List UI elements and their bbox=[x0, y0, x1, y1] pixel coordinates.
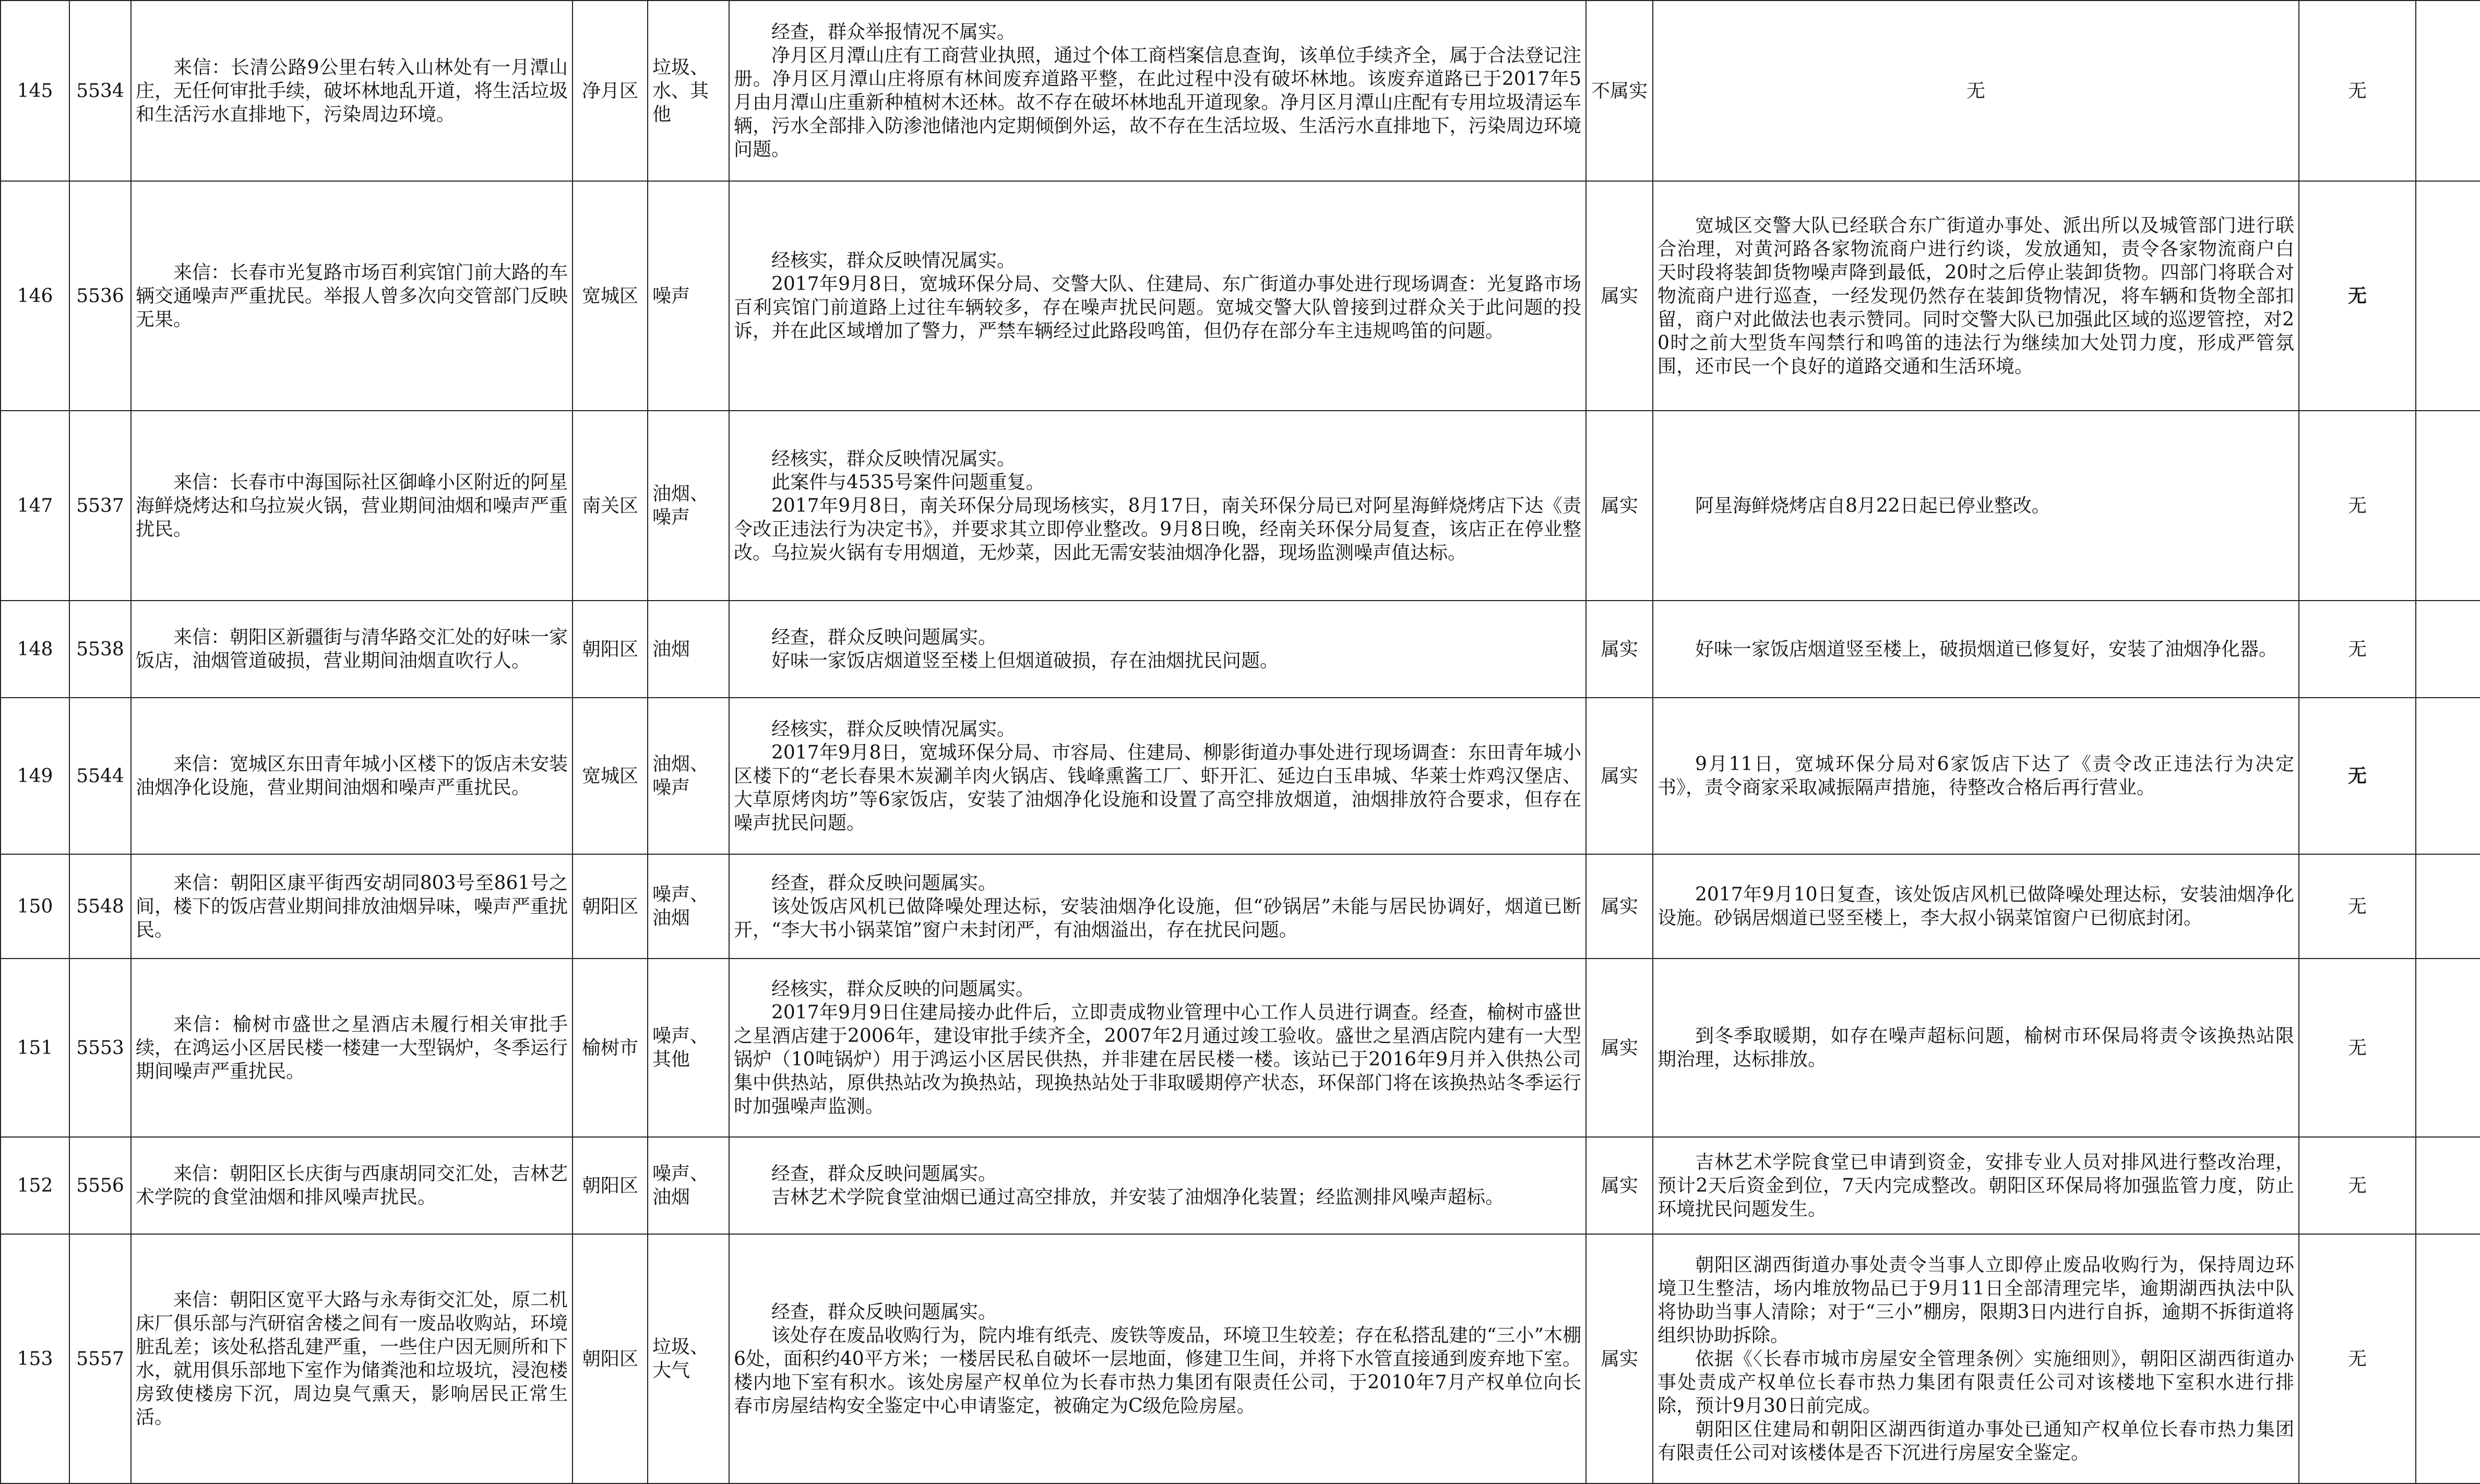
investigation-paragraph: 2017年9月8日，南关环保分局现场核实，8月17日，南关环保分局已对阿星海鲜烧烤店下达《责令改正违法行为决定书》，并要求其立即停业整改。9月8日晚，经南关环保分局复查，该店正在停业整改。乌拉炭火锅有专用烟道，无炒菜，因此无需安装油烟净化器，现场监测噪声值达标。 bbox=[734, 495, 1581, 564]
complaint-text: 来信：宽城区东田青年城小区楼下的饭店未安装油烟净化设施，营业期间油烟和噪声严重扰民。 bbox=[136, 753, 568, 798]
complaint-cell bbox=[131, 1234, 573, 1483]
investigation-paragraph: 该处存在废品收购行为，院内堆有纸壳、废铁等废品，环境卫生较差；存在私搭乱建的“三小”木棚6处，面积约40平方米；一楼居民私自破坏一层地面，修建卫生间，并将下水管直接通到废弃地下室。楼内地下室有积水。该处房屋产权单位为长春市热力集团有限责任公司，于2010年7月产权单位向长春市房屋结构安全鉴定中心申请鉴定，被确定为C级危险房屋。 bbox=[734, 1324, 1581, 1417]
investigation-paragraph: 经查，群众反映问题属实。 bbox=[771, 627, 997, 648]
rectification-cell bbox=[1653, 181, 2299, 411]
rectification-paragraph: 依据《〈长春市城市房屋安全管理条例〉实施细则》，朝阳区湖西街道办事处责成产权单位长春市热力集团有限责任公司对该楼地下室积水进行排除，预计9月30日前完成。 bbox=[1658, 1348, 2294, 1417]
accountability-cell: 无 bbox=[2299, 698, 2416, 854]
table-row bbox=[1, 1137, 2480, 1234]
verdict-cell: 属实 bbox=[1586, 411, 1653, 601]
investigation-cell bbox=[729, 411, 1586, 601]
complaint-cell bbox=[131, 698, 573, 854]
note-cell bbox=[2416, 411, 2480, 601]
category-cell: 油烟 bbox=[648, 601, 729, 698]
category-cell: 垃圾、水、其他 bbox=[648, 1, 729, 181]
investigation-cell bbox=[729, 601, 1586, 698]
accountability-cell: 无 bbox=[2299, 411, 2416, 601]
case-no-cell: 5544 bbox=[69, 698, 131, 854]
case-no-cell: 5537 bbox=[69, 411, 131, 601]
accountability-cell: 无 bbox=[2299, 1234, 2416, 1483]
case-no-cell: 5536 bbox=[69, 181, 131, 411]
category-cell: 噪声、油烟 bbox=[648, 854, 729, 959]
category-cell: 噪声、其他 bbox=[648, 959, 729, 1137]
complaint-text: 来信：榆树市盛世之星酒店未履行相关审批手续，在鸿运小区居民楼一楼建一大型锅炉，冬季运行期间噪声严重扰民。 bbox=[136, 1013, 568, 1082]
case-no-cell: 5534 bbox=[69, 1, 131, 181]
category-cell: 油烟、噪声 bbox=[648, 411, 729, 601]
investigation-paragraph: 经查，群众举报情况不属实。 bbox=[771, 21, 1016, 43]
seq-cell: 147 bbox=[1, 411, 69, 601]
investigation-paragraph: 此案件与4535号案件问题重复。 bbox=[771, 471, 1045, 493]
rectification-paragraph: 2017年9月10日复查，该处饭店风机已做降噪处理达标，安装油烟净化设施。砂锅居烟道已竖至楼上，李大叔小锅菜馆窗户已彻底封闭。 bbox=[1658, 884, 2294, 929]
district-cell: 宽城区 bbox=[573, 698, 648, 854]
rectification-paragraph: 到冬季取暖期，如存在噪声超标问题，榆树市环保局将责令该换热站限期治理，达标排放。 bbox=[1658, 1025, 2294, 1070]
investigation-paragraph: 经查，群众反映问题属实。 bbox=[771, 1163, 997, 1184]
seq-cell: 152 bbox=[1, 1137, 69, 1234]
verdict-cell: 属实 bbox=[1586, 854, 1653, 959]
rectification-cell bbox=[1653, 601, 2299, 698]
accountability-cell: 无 bbox=[2299, 1137, 2416, 1234]
rectification-cell bbox=[1653, 854, 2299, 959]
seq-cell: 146 bbox=[1, 181, 69, 411]
table-row bbox=[1, 601, 2480, 698]
investigation-paragraph: 2017年9月8日，宽城环保分局、交警大队、住建局、东广街道办事处进行现场调查：光复路市场百利宾馆门前道路上过往车辆较多，存在噪声扰民问题。宽城交警大队曾接到过群众关于此问题的投诉，并在此区域增加了警力，严禁车辆经过此路段鸣笛，但仍存在部分车主违规鸣笛的问题。 bbox=[734, 273, 1581, 342]
verdict-cell: 属实 bbox=[1586, 698, 1653, 854]
case-no-cell: 5556 bbox=[69, 1137, 131, 1234]
complaint-text: 来信：朝阳区新疆街与清华路交汇处的好味一家饭店，油烟管道破损，营业期间油烟直吹行人。 bbox=[136, 627, 568, 672]
verdict-cell: 属实 bbox=[1586, 1234, 1653, 1483]
complaint-text: 来信：长清公路9公里右转入山林处有一月潭山庄，无任何审批手续，破坏林地乱开道，将生活垃圾和生活污水直排地下，污染周边环境。 bbox=[136, 56, 568, 125]
investigation-cell bbox=[729, 181, 1586, 411]
table-row bbox=[1, 854, 2480, 959]
seq-cell: 145 bbox=[1, 1, 69, 181]
complaint-cell bbox=[131, 959, 573, 1137]
verdict-cell: 属实 bbox=[1586, 1137, 1653, 1234]
district-cell: 朝阳区 bbox=[573, 854, 648, 959]
rectification-cell bbox=[1653, 411, 2299, 601]
investigation-cell bbox=[729, 1, 1586, 181]
note-cell bbox=[2416, 1234, 2480, 1483]
case-no-cell: 5548 bbox=[69, 854, 131, 959]
investigation-paragraph: 经查，群众反映问题属实。 bbox=[771, 872, 997, 894]
district-cell: 朝阳区 bbox=[573, 601, 648, 698]
note-cell bbox=[2416, 601, 2480, 698]
investigation-paragraph: 净月区月潭山庄有工商营业执照，通过个体工商档案信息查询，该单位手续齐全，属于合法登记注册。净月区月潭山庄将原有林间废弃道路平整，在此过程中没有破坏林地。该废弃道路已于2017年5月由月潭山庄重新种植树木还林。故不存在破坏林地乱开道现象。净月区月潭山庄配有专用垃圾清运车辆，污水全部排入防渗池储池内定期倾倒外运，故不存在生活垃圾、生活污水直排地下，污染周边环境问题。 bbox=[734, 45, 1581, 160]
investigation-paragraph: 经核实，群众反映情况属实。 bbox=[771, 250, 1016, 271]
complaint-text: 来信：长春市光复路市场百利宾馆门前大路的车辆交通噪声严重扰民。举报人曾多次向交管部门反映无果。 bbox=[136, 261, 568, 330]
district-cell: 榆树市 bbox=[573, 959, 648, 1137]
investigation-paragraph: 好味一家饭店烟道竖至楼上但烟道破损，存在油烟扰民问题。 bbox=[771, 650, 1279, 672]
note-cell bbox=[2416, 1137, 2480, 1234]
district-cell: 南关区 bbox=[573, 411, 648, 601]
table-row bbox=[1, 1234, 2480, 1483]
rectification-cell: 无 bbox=[1653, 1, 2299, 181]
rectification-paragraph: 朝阳区湖西街道办事处责令当事人立即停止废品收购行为，保持周边环境卫生整洁，场内堆放物品已于9月11日全部清理完毕，逾期湖西执法中队将协助当事人清除；对于“三小”棚房，限期3日内进行自拆，逾期不拆街道将组织协助拆除。 bbox=[1658, 1254, 2294, 1346]
verdict-cell: 属实 bbox=[1586, 959, 1653, 1137]
complaint-cell bbox=[131, 411, 573, 601]
complaint-cell bbox=[131, 854, 573, 959]
investigation-paragraph: 吉林艺术学院食堂油烟已通过高空排放，并安装了油烟净化装置；经监测排风噪声超标。 bbox=[771, 1187, 1505, 1208]
category-cell: 油烟、噪声 bbox=[648, 698, 729, 854]
complaint-text: 来信：朝阳区长庆街与西康胡同交汇处，吉林艺术学院的食堂油烟和排风噪声扰民。 bbox=[136, 1163, 568, 1208]
district-cell: 朝阳区 bbox=[573, 1234, 648, 1483]
case-no-cell: 5553 bbox=[69, 959, 131, 1137]
investigation-cell bbox=[729, 1137, 1586, 1234]
investigation-cell bbox=[729, 1234, 1586, 1483]
investigation-paragraph: 2017年9月9日住建局接办此件后，立即责成物业管理中心工作人员进行调查。经查，榆树市盛世之星酒店建于2006年，建设审批手续齐全，2007年2月通过竣工验收。盛世之星酒店院内建有一大型锅炉（10吨锅炉）用于鸿运小区居民供热，并非建在居民楼一楼。该站已于2016年9月并入供热公司集中供热站，原供热站改为换热站，现换热站处于非取暖期停产状态，环保部门将在该换热站冬季运行时加强噪声监测。 bbox=[734, 1002, 1581, 1117]
seq-cell: 153 bbox=[1, 1234, 69, 1483]
rectification-paragraph: 朝阳区住建局和朝阳区湖西街道办事处已通知产权单位长春市热力集团有限责任公司对该楼体是否下沉进行房屋安全鉴定。 bbox=[1658, 1418, 2294, 1464]
investigation-paragraph: 该处饭店风机已做降噪处理达标，安装油烟净化设施，但“砂锅居”未能与居民协调好，烟道已断开，“李大书小锅菜馆”窗户未封闭严，有油烟溢出，存在扰民问题。 bbox=[734, 895, 1581, 941]
note-cell bbox=[2416, 1, 2480, 181]
table-row bbox=[1, 181, 2480, 411]
rectification-paragraph: 阿星海鲜烧烤店自8月22日起已停业整改。 bbox=[1695, 495, 2050, 517]
complaint-text: 来信：长春市中海国际社区御峰小区附近的阿星海鲜烧烤达和乌拉炭火锅，营业期间油烟和噪声严重扰民。 bbox=[136, 471, 568, 540]
case-no-cell: 5538 bbox=[69, 601, 131, 698]
investigation-cell bbox=[729, 698, 1586, 854]
accountability-cell: 无 bbox=[2299, 181, 2416, 411]
investigation-cell bbox=[729, 854, 1586, 959]
verdict-cell: 属实 bbox=[1586, 181, 1653, 411]
rectification-cell bbox=[1653, 1137, 2299, 1234]
table-row bbox=[1, 959, 2480, 1137]
investigation-paragraph: 经核实，群众反映情况属实。 bbox=[771, 448, 1016, 470]
district-cell: 净月区 bbox=[573, 1, 648, 181]
investigation-paragraph: 经核实，群众反映情况属实。 bbox=[771, 718, 1016, 740]
investigation-paragraph: 经查，群众反映问题属实。 bbox=[771, 1301, 997, 1323]
rectification-cell bbox=[1653, 1234, 2299, 1483]
note-cell bbox=[2416, 181, 2480, 411]
complaint-cell bbox=[131, 181, 573, 411]
complaint-cell bbox=[131, 1137, 573, 1234]
accountability-cell: 无 bbox=[2299, 959, 2416, 1137]
table-row bbox=[1, 1, 2480, 181]
complaint-text: 来信：朝阳区宽平大路与永寿街交汇处，原二机床厂俱乐部与汽研宿舍楼之间有一废品收购站，环境脏乱差；该处私搭乱建严重，一些住户因无厕所和下水，就用俱乐部地下室作为储粪池和垃圾坑，浸泡楼房致使楼房下沉，周边臭气熏天，影响居民正常生活。 bbox=[136, 1289, 568, 1428]
district-cell: 朝阳区 bbox=[573, 1137, 648, 1234]
table-row bbox=[1, 411, 2480, 601]
complaint-cell bbox=[131, 1, 573, 181]
note-cell bbox=[2416, 959, 2480, 1137]
seq-cell: 149 bbox=[1, 698, 69, 854]
accountability-cell: 无 bbox=[2299, 854, 2416, 959]
note-cell bbox=[2416, 698, 2480, 854]
category-cell: 噪声、油烟 bbox=[648, 1137, 729, 1234]
accountability-cell: 无 bbox=[2299, 1, 2416, 181]
rectification-paragraph: 宽城区交警大队已经联合东广街道办事处、派出所以及城管部门进行联合治理，对黄河路各家物流商户进行约谈，发放通知，责令各家物流商户白天时段将装卸货物噪声降到最低，20时之后停止装卸货物。四部门将联合对物流商户进行巡查，一经发现仍然存在装卸货物情况，将车辆和货物全部扣留，商户对此做法也表示赞同。同时交警大队已加强此区域的巡逻管控，对20时之前大型货车闯禁行和鸣笛的违法行为继续加大处罚力度，形成严管氛围，还市民一个良好的道路交通和生活环境。 bbox=[1658, 214, 2294, 377]
table-row bbox=[1, 698, 2480, 854]
rectification-paragraph: 好味一家饭店烟道竖至楼上，破损烟道已修复好，安装了油烟净化器。 bbox=[1695, 638, 2278, 660]
rectification-paragraph: 9月11日，宽城环保分局对6家饭店下达了《责令改正违法行为决定书》，责令商家采取减振隔声措施，待整改合格后再行营业。 bbox=[1658, 753, 2294, 798]
seq-cell: 148 bbox=[1, 601, 69, 698]
investigation-paragraph: 经核实，群众反映的问题属实。 bbox=[771, 978, 1035, 1000]
rectification-paragraph: 吉林艺术学院食堂已申请到资金，安排专业人员对排风进行整改治理，预计2天后资金到位，7天内完成整改。朝阳区环保局将加强监管力度，防止环境扰民问题发生。 bbox=[1658, 1151, 2294, 1220]
rectification-cell bbox=[1653, 698, 2299, 854]
case-no-cell: 5557 bbox=[69, 1234, 131, 1483]
note-cell bbox=[2416, 854, 2480, 959]
category-cell: 噪声 bbox=[648, 181, 729, 411]
complaint-text: 来信：朝阳区康平街西安胡同803号至861号之间，楼下的饭店营业期间排放油烟异味，噪声严重扰民。 bbox=[136, 872, 568, 941]
investigation-cell bbox=[729, 959, 1586, 1137]
table-body bbox=[1, 1, 2480, 1483]
verdict-cell: 属实 bbox=[1586, 601, 1653, 698]
rectification-cell bbox=[1653, 959, 2299, 1137]
seq-cell: 151 bbox=[1, 959, 69, 1137]
accountability-cell: 无 bbox=[2299, 601, 2416, 698]
investigation-paragraph: 2017年9月8日，宽城环保分局、市容局、住建局、柳影街道办事处进行现场调查：东田青年城小区楼下的“老长春果木炭涮羊肉火锅店、钱峰熏酱工厂、虾开汇、延边白玉串城、华莱士炸鸡汉堡店、大草原烤肉坊”等6家饭店，安装了油烟净化设施和设置了高空排放烟道，油烟排放符合要求，但存在噪声扰民问题。 bbox=[734, 741, 1581, 834]
verdict-cell: 不属实 bbox=[1586, 1, 1653, 181]
category-cell: 垃圾、大气 bbox=[648, 1234, 729, 1483]
district-cell: 宽城区 bbox=[573, 181, 648, 411]
complaint-cell bbox=[131, 601, 573, 698]
seq-cell: 150 bbox=[1, 854, 69, 959]
